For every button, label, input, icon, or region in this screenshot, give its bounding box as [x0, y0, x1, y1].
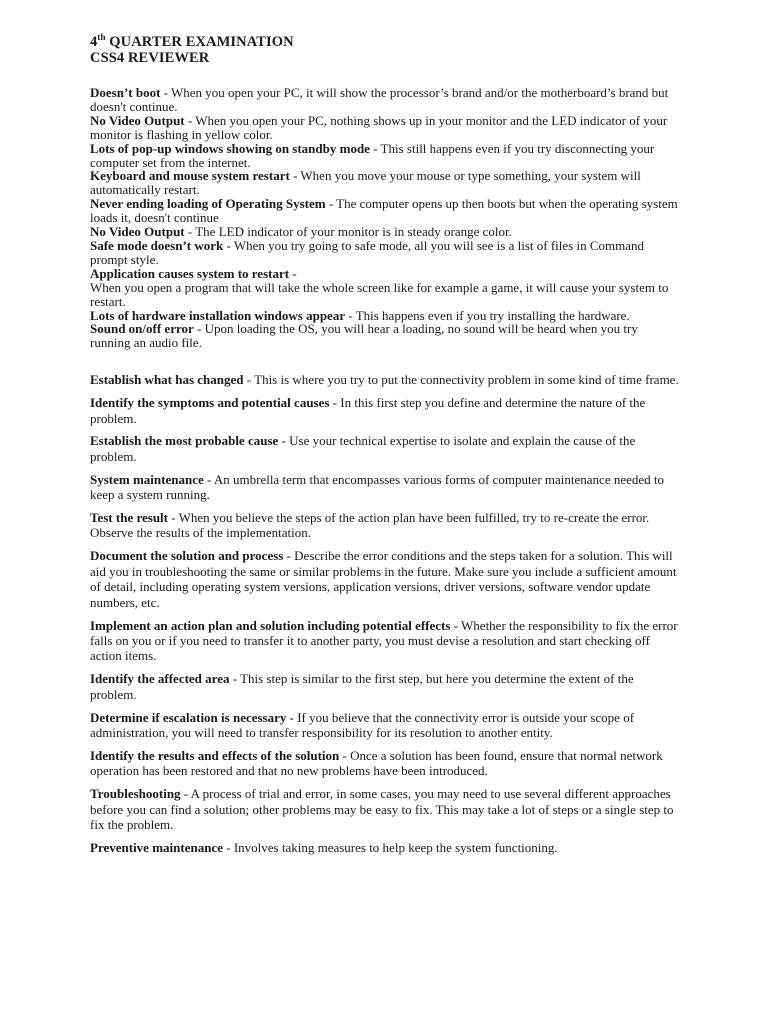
symptom-term: Sound on/off error: [90, 321, 194, 337]
exam-title: [90, 34, 680, 50]
definition-term: Preventive maintenance: [90, 839, 223, 855]
definition-entry: [90, 433, 680, 464]
symptoms-list: [90, 86, 680, 350]
definition-term: Establish the most probable cause: [90, 433, 279, 449]
definition-term: Implement an action plan and solution including potential effects: [90, 617, 451, 633]
symptom-entry: [90, 267, 680, 309]
definition-term: Troubleshooting: [90, 786, 181, 802]
definition-description: - Involves taking measures to help keep the system functioning.: [222, 839, 558, 855]
definition-description: - Whether the responsibility to fix the error falls on you or if you need to transfer it to another party, you must devise a resolution and start checking off action items.: [90, 617, 678, 664]
symptom-term: Doesn’t boot: [90, 85, 161, 100]
definition-description: - In this first step you define and determine the nature of the problem.: [90, 395, 646, 426]
definition-term: System maintenance: [90, 471, 204, 487]
definition-entry: [90, 786, 680, 832]
definition-description: - Describe the error conditions and the steps taken for a solution. This will aid you in troubleshooting the same or similar problems in the future. Make sure you include a sufficient amount of detail, including operating system versions, application versions, driver versions, software vendor update numbers, etc.: [90, 548, 677, 610]
symptom-description: - Upon loading the OS, you will hear a loading, no sound will be heard when you try running an audio file.: [90, 321, 638, 351]
definition-description: - This step is similar to the first step, but here you determine the extent of the problem.: [90, 671, 634, 702]
exam-title-number: 4: [90, 34, 98, 50]
definition-entry: [90, 472, 680, 503]
definition-entry: [90, 548, 680, 610]
symptom-entry: [90, 322, 680, 350]
symptom-description: -: [289, 265, 297, 281]
symptom-description: - This still happens even if you try disconnecting your computer set from the internet.: [90, 140, 655, 170]
definition-term: Establish what has changed: [90, 372, 244, 388]
definition-entry: [90, 510, 680, 541]
symptom-term: Never ending loading of Operating System: [90, 196, 326, 212]
symptom-description: - The LED indicator of your monitor is in steady orange color.: [184, 224, 512, 240]
exam-subtitle: CSS4 REVIEWER: [90, 50, 210, 66]
definition-description: - Once a solution has been found, ensure that normal network operation has been restored and that no new problems have been introduced.: [90, 747, 663, 779]
definition-entry: [90, 748, 680, 779]
symptom-term: No Video Output: [90, 224, 185, 240]
definition-description: - Use your technical expertise to isolate and explain the cause of the problem.: [90, 433, 636, 464]
definition-entry: [90, 395, 680, 426]
symptom-description: - This happens even if you try installing the hardware.: [345, 307, 630, 323]
exam-title-text: QUARTER EXAMINATION: [105, 34, 294, 50]
definition-entry: [90, 840, 680, 855]
symptom-term: Safe mode doesn’t work: [90, 237, 224, 253]
symptom-description-continued: When you open a program that will take the whole screen like for example a game, it will cause your system to restart.: [90, 279, 669, 309]
definition-term: Document the solution and process: [90, 548, 284, 564]
definition-term: Test the result: [90, 510, 168, 526]
definition-term: Identify the results and effects of the solution: [90, 747, 340, 763]
symptom-term: Lots of hardware installation windows appear: [90, 307, 346, 323]
definition-entry: [90, 710, 680, 741]
symptom-entry: [90, 309, 680, 323]
symptom-entry: [90, 169, 680, 197]
definition-term: Identify the affected area: [90, 671, 230, 687]
symptom-description: - When you open your PC, it will show the processor’s brand and/or the motherboard’s brand but doesn't continue.: [90, 85, 669, 114]
symptom-entry: [90, 142, 680, 170]
symptom-entry: [90, 114, 680, 142]
document-page: [90, 34, 680, 863]
symptom-term: Application causes system to restart: [90, 265, 290, 281]
definition-term: Determine if escalation is necessary: [90, 709, 287, 725]
symptom-description: - When you try going to safe mode, all you will see is a list of files in Command prompt style.: [90, 237, 644, 267]
document-header: [90, 34, 680, 66]
definitions-list: [90, 372, 680, 855]
definition-description: - An umbrella term that encompasses various forms of computer maintenance needed to keep a system running.: [90, 471, 665, 503]
definition-entry: [90, 618, 680, 664]
definition-description: - When you believe the steps of the action plan have been fulfilled, try to re-create the error. Observe the results of the implementation.: [90, 510, 650, 541]
symptom-term: No Video Output: [90, 112, 185, 128]
definition-description: - This is where you try to put the connectivity problem in some kind of time frame.: [243, 372, 679, 388]
symptom-description: - When you move your mouse or type something, your system will automatically restart.: [90, 168, 641, 198]
symptom-description: - The computer opens up then boots but when the operating system loads it, doesn't continue: [90, 196, 678, 226]
symptom-entry: [90, 239, 680, 267]
symptom-entry: [90, 86, 680, 114]
definition-entry: [90, 372, 680, 387]
definition-term: Identify the symptoms and potential causes: [90, 395, 330, 411]
symptom-description: - When you open your PC, nothing shows up in your monitor and the LED indicator of your monitor is flashing in yellow color.: [90, 112, 668, 142]
definition-description: - A process of trial and error, in some cases, you may need to use several different approaches before you can find a solution; other problems may be easy to fix. This may take a lot of steps or a single step to fix the problem.: [90, 786, 674, 832]
symptom-entry: [90, 225, 680, 239]
symptom-entry: [90, 197, 680, 225]
symptom-term: Lots of pop-up windows showing on standby mode: [90, 140, 370, 156]
definition-description: - If you believe that the connectivity error is outside your scope of administration, you will need to transfer responsibility for its resolution to another entity.: [90, 709, 635, 740]
definition-entry: [90, 671, 680, 702]
symptom-term: Keyboard and mouse system restart: [90, 168, 290, 184]
exam-title-ordinal: th: [97, 32, 106, 43]
